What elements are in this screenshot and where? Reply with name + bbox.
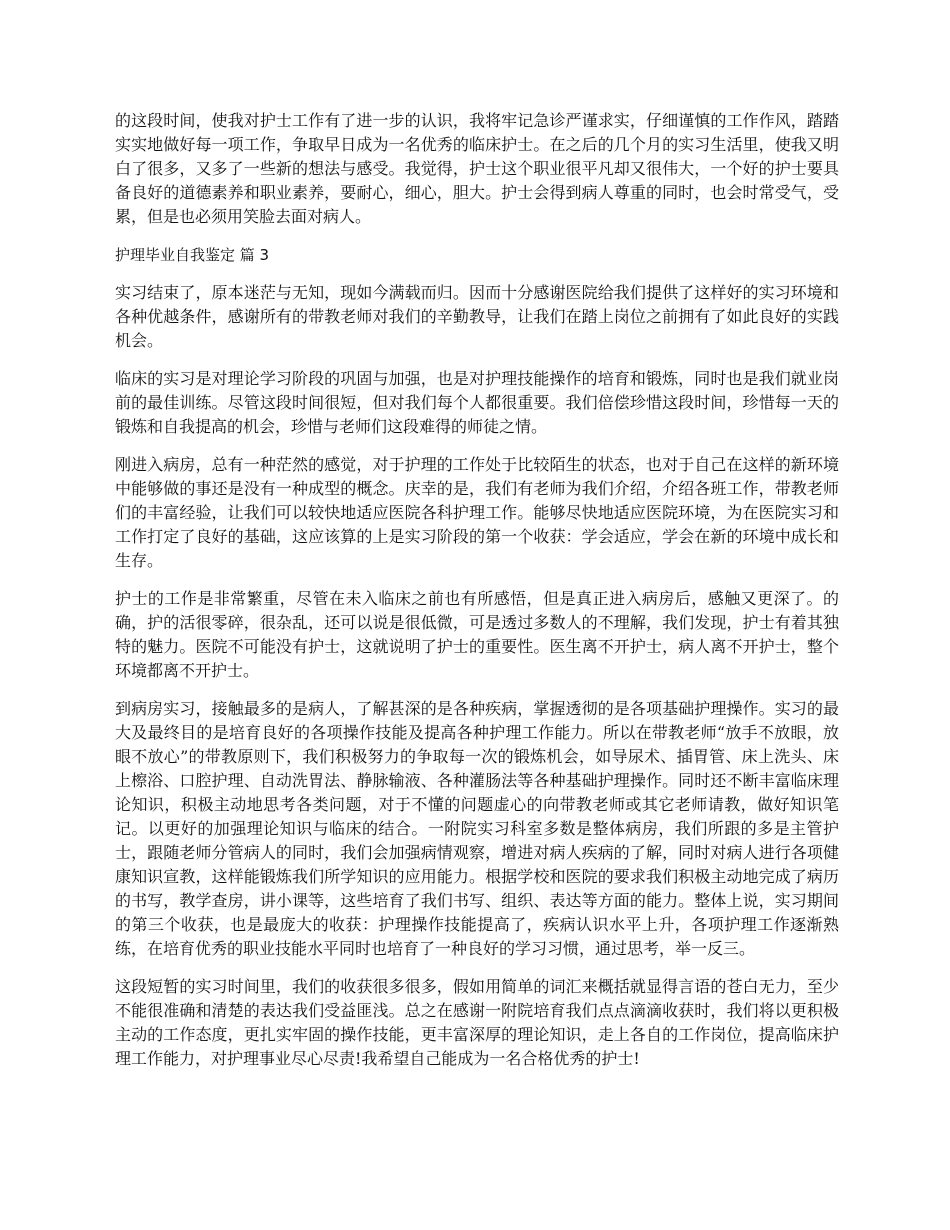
body-paragraph-6: 这段短暂的实习时间里，我们的收获很多很多，假如用简单的词汇来概括就显得言语的苍白无力，至少不能很准确和清楚的表达我们受益匪浅。总之在感谢一附院培育我们点点滴滴收获时，我们将以更积极主动的工作态度，更扎实牢固的操作技能，更丰富深厚的理论知识，走上各自的工作岗位，提高临床护理工作能力，对护理事业尽心尽责!我希望自己能成为一名合格优秀的护士! [115, 977, 839, 1068]
section-heading: 护理毕业自我鉴定 篇 3 [115, 246, 270, 264]
body-paragraph-1: 实习结束了，原本迷茫与无知，现如今满载而归。因而十分感谢医院给我们提供了这样好的实习环境和各种优越条件，感谢所有的带教老师对我们的辛勤教导，让我们在踏上岗位之前拥有了如此良好的实践机会。 [115, 283, 839, 350]
document-body [115, 109, 839, 1085]
body-paragraph-4: 护士的工作是非常繁重，尽管在未入临床之前也有所感悟，但是真正进入病房后，感触又更深了。的确，护的活很零碎，很杂乱，还可以说是很低微，可是透过多数人的不理解，我们发现，护士有着其独特的魅力。医院不可能没有护士，这就说明了护士的重要性。医生离不开护士，病人离不开护士，整个环境都离不开护士。 [115, 589, 839, 680]
intro-paragraph: 的这段时间，使我对护士工作有了进一步的认识，我将牢记急诊严谨求实，仔细谨慎的工作作风，踏踏实实地做好每一项工作，争取早日成为一名优秀的临床护士。在之后的几个月的实习生活里，使我又明白了很多，又多了一些新的想法与感受。我觉得，护士这个职业很平凡却又很伟大，一个好的护士要具备良好的道德素养和职业素养，要耐心，细心，胆大。护士会得到病人尊重的同时，也会时常受气，受累，但是也必须用笑脸去面对病人。 [115, 111, 839, 226]
body-paragraph-2: 临床的实习是对理论学习阶段的巩固与加强，也是对护理技能操作的培育和锻炼，同时也是我们就业岗前的最佳训练。尽管这段时间很短，但对我们每个人都很重要。我们倍偿珍惜这段时间，珍惜每一天的锻炼和自我提高的机会，珍惜与老师们这段难得的师徒之情。 [115, 369, 839, 436]
body-paragraph-3: 刚进入病房，总有一种茫然的感觉，对于护理的工作处于比较陌生的状态，也对于自己在这样的新环境中能够做的事还是没有一种成型的概念。庆幸的是，我们有老师为我们介绍，介绍各班工作，带教老师们的丰富经验，让我们可以较快地适应医院各科护理工作。能够尽快地适应医院环境，为在医院实习和工作打定了良好的基础，这应该算的上是实习阶段的第一个收获：学会适应，学会在新的环境中成长和生存。 [115, 455, 839, 570]
body-paragraph-5: 到病房实习，接触最多的是病人，了解甚深的是各种疾病，掌握透彻的是各项基础护理操作。实习的最大及最终目的是培育良好的各项操作技能及提高各种护理工作能力。所以在带教老师“放手不放眼，放眼不放心”的带教原则下，我们积极努力的争取每一次的锻炼机会，如导尿术、插胃管、床上洗头、床上檫浴、口腔护理、自动洗胃法、静脉输液、各种灌肠法等各种基础护理操作。同时还不断丰富临床理论知识，积极主动地思考各类问题，对于不懂的问题虚心的向带教老师或其它老师请教，做好知识笔记。以更好的加强理论知识与临床的结合。一附院实习科室多数是整体病房，我们所跟的多是主管护士，跟随老师分管病人的同时，我们会加强病情观察，增进对病人疾病的了解，同时对病人进行各项健康知识宣教，这样能锻炼我们所学知识的应用能力。根据学校和医院的要求我们积极主动地完成了病历的书写，教学查房，讲小课等，这些培育了我们书写、组织、表达等方面的能力。整体上说，实习期间的第三个收获，也是最庞大的收获：护理操作技能提高了，疾病认识水平上升，各项护理工作逐渐熟练，在培育优秀的职业技能水平同时也培育了一种良好的学习习惯，通过思考，举一反三。 [115, 699, 839, 958]
